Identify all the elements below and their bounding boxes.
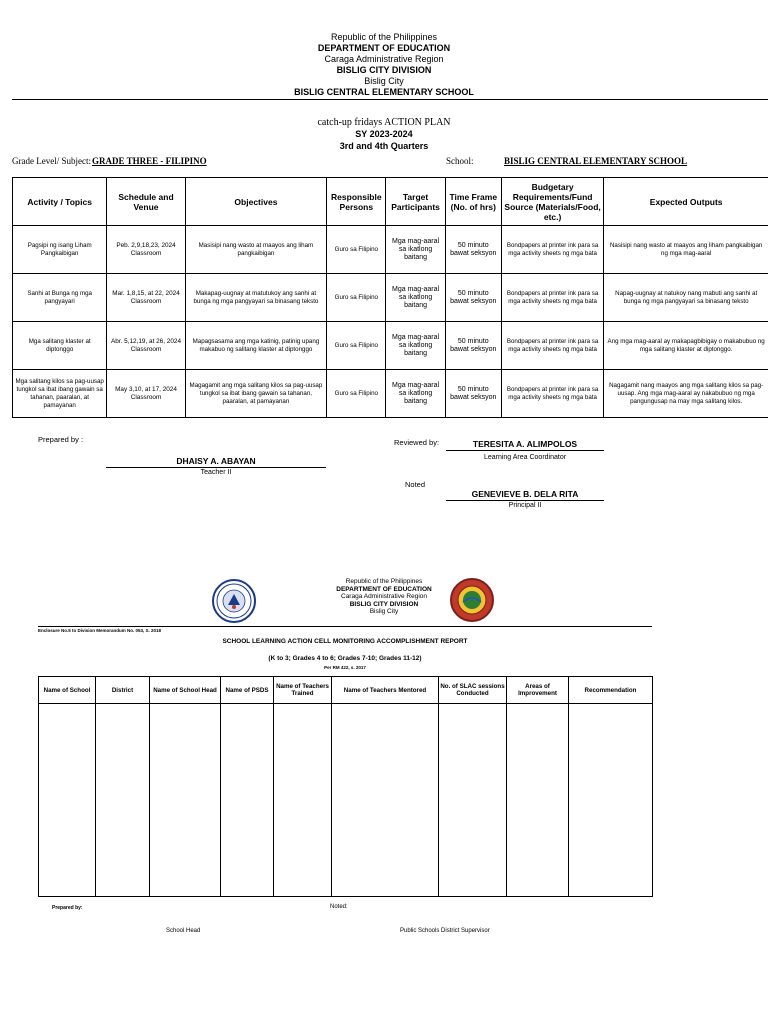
column-header: Objectives xyxy=(185,178,327,226)
schedule-date: Mar. 1,8,15, at 22, 2024 xyxy=(112,289,180,297)
timeframe-cell: 50 minuto bawat seksyon xyxy=(445,370,501,418)
budget-cell: Bondpapers at printer ink para sa mga activity sheets ng mga bata xyxy=(501,274,603,322)
report-title: SCHOOL LEARNING ACTION CELL MONITORING ACCOMPLISHMENT REPORT xyxy=(222,638,468,645)
outputs-cell: Nagagamit nang maayos ang mga salitang kilos sa pag-uusap. Ang mga mag-aaral ay nakabubuo ng mga pangungusap na may mga salitang kilos. xyxy=(604,370,768,418)
grade-level-label: Grade Level/ Subject: xyxy=(12,156,91,166)
plan-sy: SY 2023-2024 xyxy=(355,129,413,139)
timeframe-cell: 50 minuto bawat seksyon xyxy=(445,322,501,370)
activity-cell: Mga salitang klaster at diptonggo xyxy=(13,322,107,370)
prepared-by-role: Teacher II xyxy=(200,469,232,476)
slac-empty-cell xyxy=(569,704,653,897)
report-per-rm: Per RM 422, s. 2017 xyxy=(324,665,366,670)
report-department: DEPARTMENT OF EDUCATION xyxy=(336,585,432,593)
slac-empty-row xyxy=(39,704,653,897)
header-divider xyxy=(12,99,768,100)
action-plan-table xyxy=(12,177,768,418)
slac-empty-cell xyxy=(150,704,221,897)
participants-cell: Mga mag-aaral sa ikatlong baitang xyxy=(386,226,445,274)
noted-role: Principal II xyxy=(508,502,542,509)
responsible-cell: Guro sa Filipino xyxy=(327,274,386,322)
objectives-cell: Mapagsasama ang mga katinig, patinig upang makabuo ng salitang klaster at diptonggo xyxy=(185,322,327,370)
column-header: Expected Outputs xyxy=(604,178,768,226)
table-row xyxy=(13,226,768,274)
header-republic: Republic of the Philippines xyxy=(330,32,438,42)
responsible-cell: Guro sa Filipino xyxy=(327,226,386,274)
column-header: Schedule and Venue xyxy=(107,178,185,226)
table-row xyxy=(13,370,768,418)
table-header-row xyxy=(13,178,768,226)
objectives-cell: Magagamit ang mga salitang kilos sa pag-uusap tungkol sa ibat ibang gawain sa tahanan, paaralan, at pamayanan xyxy=(185,370,327,418)
plan-quarters: 3rd and 4th Quarters xyxy=(339,141,429,151)
reviewed-signature-line xyxy=(446,450,604,451)
report-levels: (K to 3; Grades 4 to 6; Grades 7-10; Grades 11-12) xyxy=(268,655,422,662)
noted-name: GENEVIEVE B. DELA RITA xyxy=(471,489,579,499)
prepared-signature-line xyxy=(106,467,326,468)
header-city: Bislig City xyxy=(364,76,404,86)
schedule-cell xyxy=(107,226,185,274)
slac-empty-cell xyxy=(439,704,507,897)
report-divider xyxy=(38,626,652,627)
schedule-date: Abr. 5,12,19, at 26, 2024 xyxy=(111,337,181,345)
slac-empty-cell xyxy=(274,704,332,897)
column-header: Responsible Persons xyxy=(327,178,386,226)
activity-cell: Mga salitang kilos sa pag-uusap tungkol sa ibat ibang gawain sa tahanan, paaralan, at pamayanan xyxy=(13,370,107,418)
report-division: BISLIG CITY DIVISION xyxy=(349,600,419,608)
table-row xyxy=(13,322,768,370)
header-division: BISLIG CITY DIVISION xyxy=(336,65,432,75)
school-value: BISLIG CENTRAL ELEMENTARY SCHOOL xyxy=(504,156,687,166)
report-school-head: School Head xyxy=(166,928,201,934)
slac-column-header: Name of Teachers Mentored xyxy=(332,677,439,704)
header-region: Caraga Administrative Region xyxy=(324,54,444,64)
objectives-cell: Makapag-uugnay at matutukoy ang sanhi at bunga ng mga pangyayari sa binasang teksto xyxy=(185,274,327,322)
timeframe-cell: 50 minuto bawat seksyon xyxy=(445,274,501,322)
outputs-cell: Ang mga mag-aaral ay makapagbibigay o makabubuo ng mga salitang klaster at diptonggo. xyxy=(604,322,768,370)
schedule-date: Peb. 2,9,18,23, 2024 xyxy=(116,241,176,249)
schedule-venue: Classroom xyxy=(130,297,162,305)
report-prepared-label: Prepared by: xyxy=(52,905,83,911)
column-header: Time Frame (No. of hrs) xyxy=(445,178,501,226)
report-noted-label: Noted: xyxy=(330,904,348,910)
slac-column-header: Areas of Improvement xyxy=(507,677,569,704)
table-row xyxy=(13,274,768,322)
column-header: Target Participants xyxy=(386,178,445,226)
schedule-venue: Classroom xyxy=(130,249,162,257)
schedule-cell xyxy=(107,370,185,418)
slac-empty-cell xyxy=(507,704,569,897)
responsible-cell: Guro sa Filipino xyxy=(327,370,386,418)
schedule-cell xyxy=(107,274,185,322)
slac-empty-cell xyxy=(96,704,150,897)
reviewed-by-role: Learning Area Coordinator xyxy=(483,454,567,461)
budget-cell: Bondpapers at printer ink para sa mga activity sheets ng mga bata xyxy=(501,370,603,418)
activity-cell: Pagsipi ng isang Liham Pangkaibigan xyxy=(13,226,107,274)
report-header xyxy=(0,578,768,616)
slac-column-header: Name of Teachers Trained xyxy=(274,677,332,704)
grade-level-value: GRADE THREE - FILIPINO xyxy=(92,156,207,166)
slac-empty-cell xyxy=(332,704,439,897)
budget-cell: Bondpapers at printer ink para sa mga activity sheets ng mga bata xyxy=(501,226,603,274)
slac-column-header: Name of PSDS xyxy=(221,677,274,704)
column-header: Budgetary Requirements/Fund Source (Materials/Food, etc.) xyxy=(501,178,603,226)
slac-empty-cell xyxy=(39,704,96,897)
report-city: Bislig City xyxy=(369,608,399,615)
report-psds: Public Schools District Supervisor xyxy=(400,928,490,934)
slac-column-header: Name of School Head xyxy=(150,677,221,704)
slac-empty-cell xyxy=(221,704,274,897)
schedule-venue: Classroom xyxy=(130,345,162,353)
slac-column-header: No. of SLAC sessions Conducted xyxy=(439,677,507,704)
schedule-venue: Classroom xyxy=(130,393,162,401)
report-region: Caraga Administrative Region xyxy=(341,593,427,600)
noted-signature-line xyxy=(446,500,604,501)
header-department: DEPARTMENT OF EDUCATION xyxy=(317,43,451,53)
outputs-cell: Napag-uugnay at natukoy nang mabuti ang sanhi at bunga ng mga pangyayari sa binasang teksto xyxy=(604,274,768,322)
participants-cell: Mga mag-aaral sa ikatlong baitang xyxy=(386,322,445,370)
schedule-date: May 3,10, at 17, 2024 xyxy=(115,385,177,393)
responsible-cell: Guro sa Filipino xyxy=(327,322,386,370)
enclosure-note: Enclosure No.5 to Division Memorandum No. 053, S. 2018 xyxy=(38,628,162,633)
prepared-by-label: Prepared by : xyxy=(38,435,84,444)
slac-column-header: District xyxy=(96,677,150,704)
reviewed-by-label: Reviewed by: xyxy=(394,438,440,447)
schedule-cell xyxy=(107,322,185,370)
reviewed-by-name: TERESITA A. ALIMPOLOS xyxy=(472,439,578,449)
participants-cell: Mga mag-aaral sa ikatlong baitang xyxy=(386,274,445,322)
header-school: BISLIG CENTRAL ELEMENTARY SCHOOL xyxy=(294,87,474,97)
prepared-by-name: DHAISY A. ABAYAN xyxy=(176,456,256,466)
activity-cell: Sanhi at Bunga ng mga pangyayari xyxy=(13,274,107,322)
slac-column-header: Name of School xyxy=(39,677,96,704)
participants-cell: Mga mag-aaral sa ikatlong baitang xyxy=(386,370,445,418)
timeframe-cell: 50 minuto bawat seksyon xyxy=(445,226,501,274)
slac-column-header: Recommendation xyxy=(569,677,653,704)
report-republic: Republic of the Philippines xyxy=(345,578,423,585)
school-label: School: xyxy=(446,156,474,166)
plan-title: catch-up fridays ACTION PLAN xyxy=(317,117,451,128)
outputs-cell: Nasisipi nang wasto at maayos ang liham pangkaibigan ng mga mag-aaral xyxy=(604,226,768,274)
slac-header-row xyxy=(39,677,653,704)
column-header: Activity / Topics xyxy=(13,178,107,226)
slac-report-table xyxy=(38,676,653,897)
objectives-cell: Masisipi nang wasto at maayos ang liham pangkaibigan xyxy=(185,226,327,274)
noted-label: Noted xyxy=(405,480,426,489)
budget-cell: Bondpapers at printer ink para sa mga activity sheets ng mga bata xyxy=(501,322,603,370)
